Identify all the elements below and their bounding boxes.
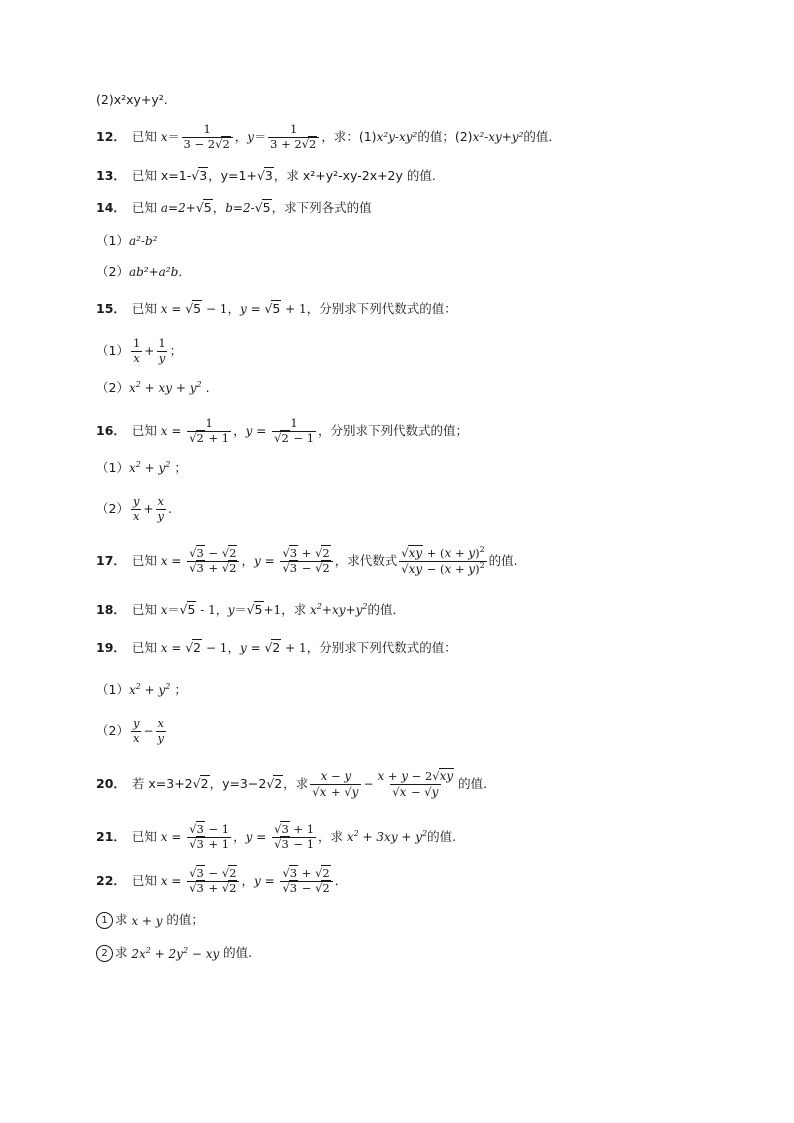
fraction: $\frac{1}{3 + 2√2}$ [268, 124, 319, 150]
question-19: 19． 已知 x = √2 − 1 ， y = √2 + 1 ，分别求下列代数式的值： [96, 640, 457, 656]
label: （2） [96, 264, 129, 279]
question-number: 12． [96, 128, 126, 144]
question-21: 21． 已知 x = $\frac{√3 - 1}{√3 + 1}$ ， y = $\frac{√3 + 1}{√3 - 1}$ ，求 $x^2 + 3xy + y^2$ 的值. [96, 822, 457, 851]
text: ，求 x²+y²-xy-2x+2y 的值. [273, 168, 436, 183]
question-16-part-1: （1） $x^2 + y^2$ ； [96, 460, 187, 476]
text: 已知 [131, 301, 157, 316]
question-16-part-2: （2） $\frac{y}{x}$ + $\frac{x}{y}$ . [96, 494, 172, 523]
text: 的值． [523, 128, 561, 144]
text: ，求 [281, 602, 307, 617]
question-14-part-2 [96, 266, 190, 279]
label: （1） [96, 460, 129, 475]
question-15-part-1: （1） $\frac{1}{x}$ + $\frac{1}{y}$ ； [96, 336, 183, 365]
math: x²y-xy² [376, 130, 418, 144]
question-number: 16． [96, 422, 126, 438]
text: 已知 [131, 200, 157, 215]
question-number: 15． [96, 301, 126, 316]
text: 的值． [367, 602, 405, 617]
math: ab²+a²b． [128, 265, 191, 280]
label: （1） [96, 342, 129, 358]
circled-number: 2 [96, 945, 113, 962]
question-number: 21． [96, 828, 126, 844]
math: a=2+ [160, 201, 196, 216]
question-20: 20． 若 x=3+2 √2 ，y=3−2 √2 ，求 $\frac{x - y}{√x + √y}$ − $\frac{x + y - 2√xy}{√x - √y}$ 的值． [96, 769, 496, 799]
text: 的值. [223, 945, 253, 961]
label: （1） [96, 233, 129, 248]
text: 的值. [427, 828, 457, 844]
math: x²-xy+y² [472, 130, 524, 144]
text: 已知 [131, 828, 157, 844]
text: 若 x=3+2 [131, 775, 193, 791]
question-12: 12． 已知 x ＝ $\frac{1}{3 - 2√2}$ ， y ＝ $\frac{1}{3 + 2√2}$ ，求：(1) x²y-xy² 的值；(2) x²-xy+y² 的值． [96, 122, 561, 151]
question-14: 14． 已知 a=2+ √5 ， b=2- √5 ，求下列各式的值 [96, 200, 372, 216]
question-number: 17． [96, 552, 126, 568]
text: ， [212, 200, 226, 215]
text: 求 [115, 945, 128, 961]
question-18: 18． 已知 x ＝ √5 - 1， y ＝ √5 +1 ，求 $x^2+xy+y^2$ 的值． [96, 602, 405, 618]
text: 的值． [458, 775, 496, 791]
question-number: 22． [96, 872, 126, 888]
question-16: 16． 已知 x = $\frac{1}{√2 + 1}$ ， y = $\frac{1}{√2 - 1}$ ，分别求下列代数式的值； [96, 416, 469, 445]
label: （1） [96, 682, 129, 697]
question-19-part-1: （1） $x^2 + y^2$ ； [96, 682, 187, 698]
text: 已知 x=1- [131, 168, 192, 183]
question-number: 14． [96, 200, 126, 215]
text: ，分别求下列代数式的值： [306, 640, 457, 655]
question-14-part-1 [96, 235, 157, 248]
question-number: 20． [96, 775, 126, 791]
question-number: 18． [96, 602, 126, 617]
text: 已知 [131, 552, 157, 568]
question-number: 19． [96, 640, 126, 655]
text: 的值. [488, 552, 518, 568]
text: 求 [115, 912, 128, 928]
text: 已知 [131, 602, 157, 617]
question-11-part-2 [96, 94, 168, 107]
text: 已知 [131, 422, 157, 438]
text: ，y=3−2 [209, 775, 267, 791]
label: （2） [96, 380, 129, 395]
text: 已知 [131, 872, 157, 888]
text: ，求 [283, 775, 309, 791]
math: b=2- [225, 201, 255, 216]
text: 的值；(2) [417, 128, 473, 144]
question-13: 13． 已知 x=1- √3 ，y=1+ √3 ，求 x²+y²-xy-2x+2y 的值. [96, 168, 436, 183]
fraction: $\frac{1}{3 - 2√2}$ [182, 124, 233, 150]
text: 的值； [166, 912, 204, 928]
text: ， [234, 128, 248, 144]
label: （2） [96, 722, 129, 738]
text: ，求下列各式的值 [271, 200, 372, 215]
text: 已知 [131, 128, 157, 144]
question-number: 13． [96, 168, 126, 183]
question-22-part-1: 1 求 x + y 的值； [96, 912, 204, 929]
text: ，求代数式 [334, 552, 398, 568]
question-22-part-2: 2 求 $2x^2 + 2y^2$ − xy 的值. [96, 945, 252, 962]
text: ，y=1+ [208, 168, 257, 183]
math: a²-b² [128, 234, 158, 249]
text: ，分别求下列代数式的值： [306, 301, 457, 316]
label: （2） [96, 500, 129, 516]
question-22: 22． 已知 x = $\frac{√3 - √2}{√3 + √2}$ ， y = $\frac{√3 + √2}{√3 - √2}$ ． [96, 866, 348, 895]
text: ，求 [318, 828, 344, 844]
question-15-part-2: （2） $x^2$ + xy + $y^2$ . [96, 380, 210, 396]
question-15: 15． 已知 x = √5 − 1 ， y = √5 + 1 ，分别求下列代数式的值： [96, 301, 457, 317]
text: ，分别求下列代数式的值； [318, 422, 469, 438]
text: ． [334, 872, 348, 888]
text: ，求：(1) [321, 128, 377, 144]
question-19-part-2: （2） $\frac{y}{x}$ − $\frac{x}{y}$ [96, 716, 165, 745]
text: (2)x²xy+y². [96, 92, 168, 107]
text: 已知 [131, 640, 157, 655]
circled-number: 1 [96, 912, 113, 929]
question-17: 17． 已知 x = $\frac{√3 - √2}{√3 + √2}$ ， y = $\frac{√3 + √2}{√3 - √2}$ ，求代数式 $\frac{√xy + (x + y)^2}{√xy - (x + y)^2}$ 的值. [96, 545, 518, 576]
